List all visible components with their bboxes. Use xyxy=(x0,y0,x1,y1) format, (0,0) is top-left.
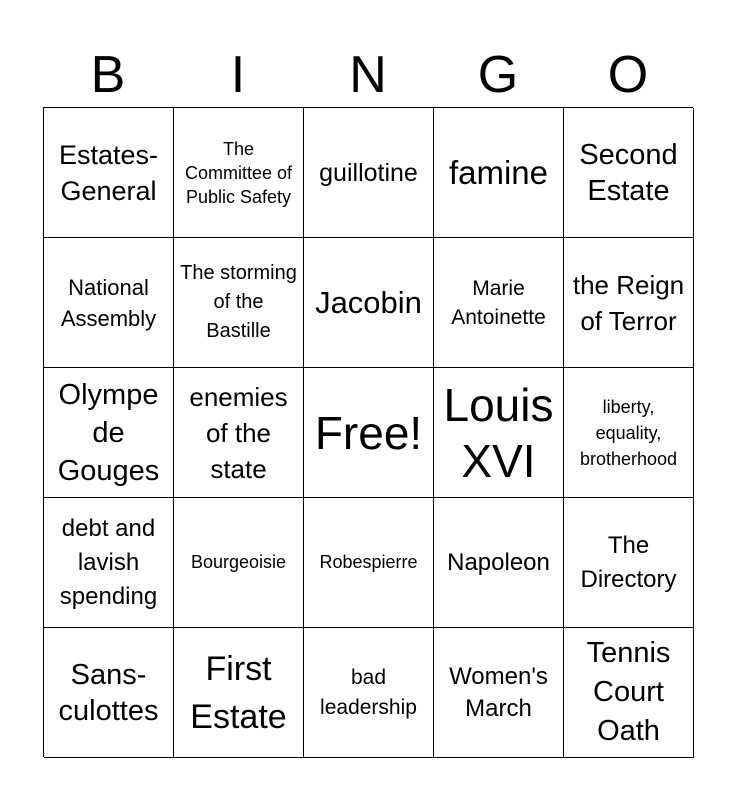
bingo-cell[interactable] xyxy=(304,498,434,628)
bingo-header xyxy=(43,42,693,108)
bingo-cell[interactable] xyxy=(44,368,174,498)
header-letter-n: N xyxy=(349,46,387,104)
bingo-cell[interactable] xyxy=(304,628,434,758)
bingo-cell[interactable] xyxy=(434,238,564,368)
cell-text: The Directory xyxy=(580,531,677,593)
bingo-cell[interactable] xyxy=(44,628,174,758)
bingo-grid xyxy=(43,107,693,757)
bingo-cell[interactable] xyxy=(174,108,304,238)
bingo-cell[interactable] xyxy=(304,108,434,238)
cell-text: National Assembly xyxy=(60,274,157,331)
cell-text: Tennis Court Oath xyxy=(586,637,671,747)
bingo-cell[interactable] xyxy=(564,238,694,368)
cell-text: enemies of the state xyxy=(189,381,288,484)
cell-text: debt and lavish spending xyxy=(59,514,158,610)
bingo-cell[interactable] xyxy=(174,628,304,758)
cell-text: Bourgeoisie xyxy=(190,552,287,572)
cell-text: Louis XVI xyxy=(443,378,554,487)
bingo-cell[interactable] xyxy=(44,108,174,238)
cell-text: famine xyxy=(448,153,549,191)
bingo-cell[interactable] xyxy=(564,498,694,628)
cell-text: bad leadership xyxy=(320,665,417,719)
cell-text: The storming of the Bastille xyxy=(180,262,297,342)
cell-text: Sans-culottes xyxy=(58,658,159,727)
cell-text: Olympe de Gouges xyxy=(57,378,160,487)
header-letter-b: B xyxy=(90,46,126,104)
cell-text: the Reign of Terror xyxy=(572,269,685,336)
cell-text: Jacobin xyxy=(315,284,422,320)
bingo-cell[interactable] xyxy=(434,368,564,498)
cell-text: The Committee of Public Safety xyxy=(184,138,293,207)
bingo-cell[interactable] xyxy=(174,238,304,368)
bingo-cell[interactable] xyxy=(564,108,694,238)
cell-text: Women's March xyxy=(449,662,548,722)
cell-text: Estates-General xyxy=(58,139,159,206)
cell-text: liberty, equality, brotherhood xyxy=(579,396,678,469)
bingo-cell[interactable] xyxy=(44,238,174,368)
bingo-cell[interactable] xyxy=(304,368,434,498)
cell-text: Second Estate xyxy=(579,138,678,207)
header-letter-g: G xyxy=(477,46,519,104)
cell-text: First Estate xyxy=(190,649,287,736)
bingo-cell[interactable] xyxy=(44,498,174,628)
cell-text: Napoleon xyxy=(447,548,550,576)
bingo-cell[interactable] xyxy=(564,368,694,498)
bingo-cell[interactable] xyxy=(174,368,304,498)
cell-text: guillotine xyxy=(319,158,418,187)
bingo-cell[interactable] xyxy=(174,498,304,628)
bingo-cell[interactable] xyxy=(434,498,564,628)
cell-text: Free! xyxy=(314,406,423,459)
header-letter-o: O xyxy=(607,46,649,104)
bingo-cell[interactable] xyxy=(564,628,694,758)
bingo-cell[interactable] xyxy=(434,628,564,758)
header-letter-i: I xyxy=(230,46,246,104)
cell-text: Marie Antoinette xyxy=(451,276,546,329)
bingo-cell[interactable] xyxy=(434,108,564,238)
bingo-cell[interactable] xyxy=(304,238,434,368)
cell-text: Robespierre xyxy=(319,552,418,572)
